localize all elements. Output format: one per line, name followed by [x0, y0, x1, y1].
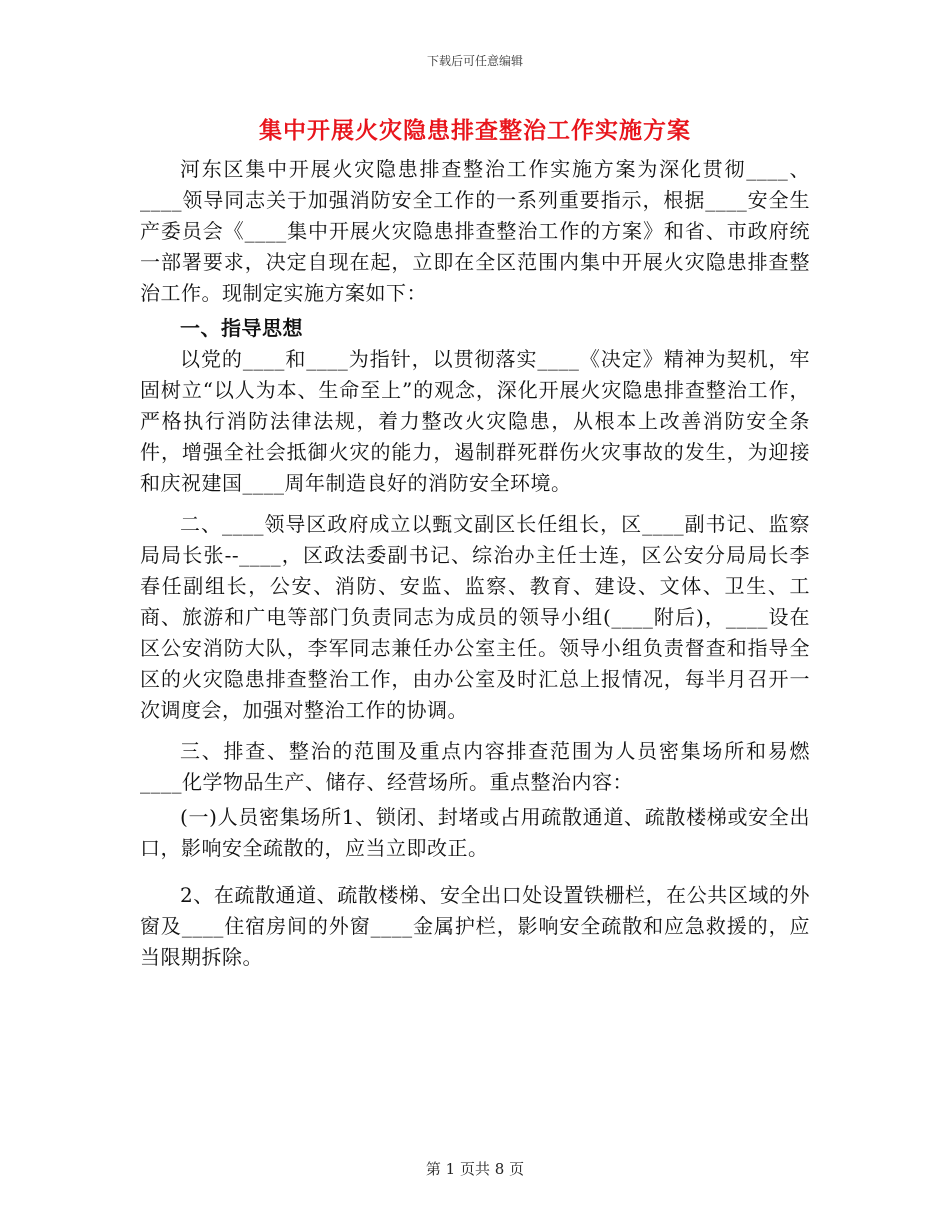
scope-paragraph: 三、排查、整治的范围及重点内容排查范围为人员密集场所和易燃____化学物品生产、储存、经营场所。重点整治内容：	[140, 739, 810, 794]
crowded-places-item-1: (一)人员密集场所1、锁闭、封堵或占用疏散通道、疏散楼梯或安全出口，影响安全疏散的，应当立即改正。	[140, 805, 810, 860]
crowded-places-item-2: 2、在疏散通道、疏散楼梯、安全出口处设置铁栅栏，在公共区域的外窗及____住宿房间的外窗____金属护栏，影响安全疏散和应急救援的，应当限期拆除。	[140, 883, 810, 969]
document-body	[140, 154, 810, 973]
section-heading-guiding-ideology: 一、指导思想	[180, 316, 303, 340]
intro-paragraph: 河东区集中开展火灾隐患排查整治工作实施方案为深化贯彻____、____领导同志关于加强消防安全工作的一系列重要指示，根据____安全生产委员会《____集中开展火灾隐患排查整治工作的方案》和省、市政府统一部署要求，决定自现在起，立即在全区范围内集中开展火灾隐患排查整治工作。现制定实施方案如下：	[140, 157, 810, 305]
document-title: 集中开展火灾隐患排查整治工作实施方案	[259, 117, 691, 144]
guiding-ideology-paragraph: 以党的____和____为指针，以贯彻落实____《决定》精神为契机，牢固树立“以人为本、生命至上”的观念，深化开展火灾隐患排查整治工作，严格执行消防法律法规，着力整改火灾隐患，从根本上改善消防安全条件，增强全社会抵御火灾的能力，遏制群死群伤火灾事故的发生，为迎接和庆祝建国____周年制造良好的消防安全环境。	[140, 347, 810, 495]
page-header-note: 下载后可任意编辑	[426, 54, 523, 68]
page-number: 第 1 页共 8 页	[425, 1160, 525, 1178]
leadership-paragraph: 二、____领导区政府成立以甄文副区长任组长，区____副书记、监察局局长张--____，区政法委副书记、综治办主任士连，区公安分局局长李春任副组长，公安、消防、安监、监察、教育、建设、文体、卫生、工商、旅游和广电等部门负责同志为成员的领导小组(____附后)，____设在区公安消防大队，李军同志兼任办公室主任。领导小组负责督查和指导全区的火灾隐患排查整治工作，由办公室及时汇总上报情况，每半月召开一次调度会，加强对整治工作的协调。	[140, 512, 810, 722]
